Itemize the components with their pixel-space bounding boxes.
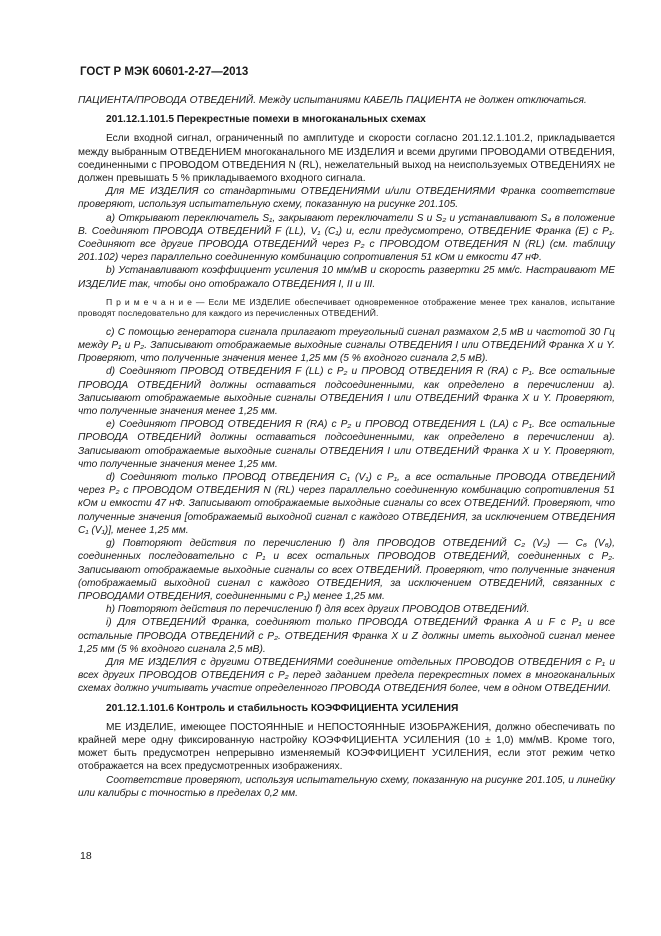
list-item: d) Соединяют ПРОВОД ОТВЕДЕНИЯ F (LL) с P₂ и ПРОВОД ОТВЕДЕНИЯ R (RA) с P₁. Все остальные ПРОВОДА ОТВЕДЕНИЙ должны оставаться подсоединенными, как определено в перечислении a). Записывают отображаемые выходные сигналы ОТВЕДЕНИЯ I или ОТВЕДЕНИЙ Франка X и Y. Проверяют, что полученные значения менее 1,25 мм. bbox=[78, 366, 615, 418]
page-header-standard: ГОСТ Р МЭК 60601-2-27—2013 bbox=[80, 66, 249, 78]
paragraph: Для МЕ ИЗДЕЛИЯ со стандартными ОТВЕДЕНИЯМИ и/или ОТВЕДЕНИЯМИ Франка соответствие проверяют, используя испытательную схему, показанную на рисунке 201.105. bbox=[78, 186, 615, 211]
paragraph: Для МЕ ИЗДЕЛИЯ с другими ОТВЕДЕНИЯМИ соединение отдельных ПРОВОДОВ ОТВЕДЕНИЯ с P₁ и всех других ПРОВОДОВ ОТВЕДЕНИЯ с P₂ перед заданием предела перекрестных помех в многоканальных схемах должно учитывать участие определенного ПРОВОДА ОТВЕДЕНИЯ более, чем в одном ОТВЕДЕНИИ. bbox=[78, 656, 615, 695]
list-item: d) Соединяют только ПРОВОД ОТВЕДЕНИЯ C₁ (V₁) с P₁, а все остальные ПРОВОДА ОТВЕДЕНИЙ через P₂ с ПРОВОДОМ ОТВЕДЕНИЯ N (RL) через параллельно соединенную комбинацию сопротивления 51 кОм и емкости 47 нФ. Записывают отображаемые выходные сигналы со всех ОТВЕДЕНИЙ. Проверяют, что полученные значения [отображаемый выходной сигнал с каждого ОТВЕДЕНИЯ, за исключением ОТВЕДЕНИЯ C₁ (V₁)], менее 1,25 мм. bbox=[78, 472, 615, 536]
paragraph: ПАЦИЕНТА/ПРОВОДА ОТВЕДЕНИЙ. Между испытаниями КАБЕЛЬ ПАЦИЕНТА не должен отключаться. bbox=[78, 95, 587, 106]
list-item: i) Для ОТВЕДЕНИЙ Франка, соединяют только ПРОВОДА ОТВЕДЕНИЙ Франка A и F с P₁ и все остальные ПРОВОДА ОТВЕДЕНИЙ с P₂. ОТВЕДЕНИЯ Франка X и Z должны иметь выходной сигнал менее 1,25 мм (5 % входного сигнала 2,5 мВ). bbox=[78, 617, 615, 655]
section-heading: 201.12.1.101.6 Контроль и стабильность КОЭФФИЦИЕНТА УСИЛЕНИЯ bbox=[106, 702, 459, 714]
page-body bbox=[78, 94, 615, 800]
list-item: c) С помощью генератора сигнала прилагают треугольный сигнал размахом 2,5 мВ и частотой 30 Гц между P₁ и P₂. Записывают отображаемые выходные сигналы ОТВЕДЕНИЯ I или ОТВЕДЕНИЙ Франка X и Y. Проверяют, что полученные значения менее 1,25 мм (5 % входного сигнала 2,5 мВ). bbox=[78, 326, 615, 365]
page-number: 18 bbox=[80, 850, 92, 862]
list-item: b) Устанавливают коэффициент усиления 10 мм/мВ и скорость развертки 25 мм/с. Настраивают МЕ ИЗДЕЛИЕ так, чтобы оно отображало ОТВЕДЕНИЯ I, II и III. bbox=[78, 265, 615, 290]
list-item: e) Соединяют ПРОВОД ОТВЕДЕНИЯ R (RA) с P₂ и ПРОВОД ОТВЕДЕНИЯ L (LA) с P₁. Все остальные ПРОВОДА ОТВЕДЕНИЙ должны оставаться подсоединенными, как определено в перечислении a). Записывают отображаемые выходные сигналы ОТВЕДЕНИЯ I или ОТВЕДЕНИЙ Франка X и Y. Проверяют, что полученные значения менее 1,25 мм. bbox=[78, 419, 615, 470]
list-item: a) Открывают переключатель S₁, закрывают переключатели S и S₂ и устанавливают S₄ в положение B. Соединяют ПРОВОДА ОТВЕДЕНИЙ F (LL), V₁ (C₁) и, если предусмотрено, ОТВЕДЕНИЕ Франка (E) с P₁. Соединяют все другие ПРОВОДА ОТВЕДЕНИЙ через P₂ с ПРОВОДОМ ОТВЕДЕНИЯ N (RL) (см. таблицу 201.102) через параллельно соединенную комбинацию сопротивления 51 кОм и емкости 47 нФ. bbox=[78, 212, 615, 264]
note: П р и м е ч а н и е — Если МЕ ИЗДЕЛИЕ обеспечивает одновременное отображение менее трех каналов, испытание проводят последовательно для каждого из перечисленных ОТВЕДЕНИЙ. bbox=[78, 296, 615, 319]
paragraph: Если входной сигнал, ограниченный по амплитуде и скорости согласно 201.12.1.101.2, прикладывается между выбранным ОТВЕДЕНИЕМ многоканального МЕ ИЗДЕЛИЯ и всеми другими ПРОВОДАМИ ОТВЕДЕНИЯ, соединенными с ПРОВОДОМ ОТВЕДЕНИЯ N (RL), нежелательный выход на неиспользуемых ОТВЕДЕНИЯХ не должен превышать 5 % прикладываемого входного сигнала. bbox=[78, 133, 615, 185]
paragraph: Соответствие проверяют, используя испытательную схему, показанную на рисунке 201.105, и линейку или калибры с точностью в пределах 0,2 мм. bbox=[78, 774, 615, 799]
list-item: h) Повторяют действия по перечислению f) для всех других ПРОВОДОВ ОТВЕДЕНИЙ. bbox=[106, 604, 530, 616]
section-heading: 201.12.1.101.5 Перекрестные помехи в многоканальных схемах bbox=[106, 114, 426, 126]
paragraph: МЕ ИЗДЕЛИЕ, имеющее ПОСТОЯННЫЕ и НЕПОСТОЯННЫЕ ИЗОБРАЖЕНИЯ, должно обеспечивать по крайней мере одну фиксированную настройку КОЭФФИЦИЕНТА УСИЛЕНИЯ (10 ± 1,0) мм/мВ. Кроме того, может быть предусмотрен непрерывно изменяемый КОЭФФИЦИЕНТ УСИЛЕНИЯ, если этот режим четко отображается на всех предусмотренных изображениях. bbox=[78, 721, 615, 773]
list-item: g) Повторяют действия по перечислению f) для ПРОВОДОВ ОТВЕДЕНИЙ C₂ (V₂) — C₆ (V₆), соединенных последовательно с P₁ и всех остальных ПРОВОДОВ ОТВЕДЕНИЙ, соединенных с P₂. Записывают отображаемые выходные сигналы со всех ОТВЕДЕНИЙ. Проверяют, что полученные значения (отображаемый выходной сигнал с каждого ОТВЕДЕНИЯ, за исключением ОТВЕДЕНИЙ, связанных с ПРОВОДАМИ ОТВЕДЕНИЯ, соединенными с P₁) менее 1,25 мм. bbox=[78, 538, 615, 602]
